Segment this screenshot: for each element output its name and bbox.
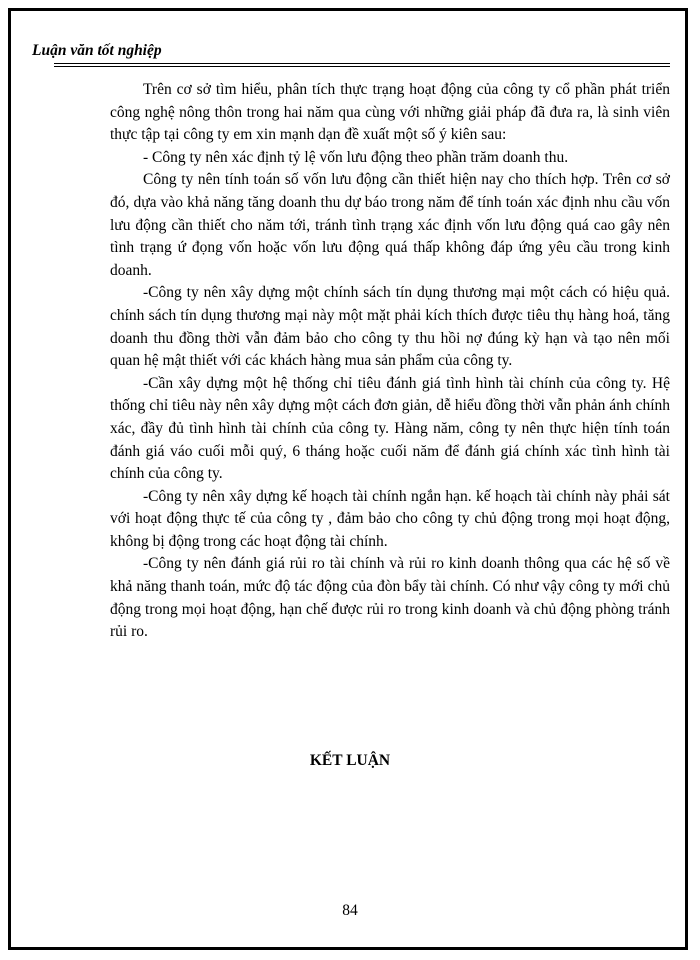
section-title: KẾT LUẬN: [309, 752, 391, 769]
paragraph-risk-assessment: -Công ty nên đánh giá rủi ro tài chính và rủi ro kinh doanh thông qua các hệ số về khả năng thanh toán, mức độ tác động của đòn bẩy tài chính. Có như vậy công ty mới chủ động trong mọi hoạt động, hạn chế được rủi ro trong kinh doanh và chủ động phòng tránh rủi ro.: [110, 555, 670, 641]
page-header-title: Luận văn tốt nghiệp: [32, 42, 162, 59]
header-rule-top: [54, 63, 670, 64]
header-divider: [54, 63, 670, 67]
paragraph-intro: Trên cơ sở tìm hiểu, phân tích thực trạng hoạt động của công ty cổ phần phát triển công nghệ nông thôn trong hai năm qua cùng với những giải pháp đã đưa ra, là sinh viên thực tập tại công ty em xin mạnh dạn đề xuất một số ý kiên sau:: [110, 81, 670, 144]
paragraph-credit-policy: -Công ty nên xây dựng một chính sách tín dụng thương mại một cách có hiệu quả. chính sách tín dụng thương mại này một mặt phải kích thích được tiêu thụ hàng hoá, tăng doanh thu đồng thời vẫn đảm bảo cho công ty thu hồi nợ đúng kỳ hạn và tạo nên mối quan hệ mật thiết với các khách hàng mua sản phẩm của công ty.: [110, 284, 670, 370]
header-rule-bottom: [54, 66, 670, 67]
paragraph-indicator-system: -Cần xây dựng một hệ thống chỉ tiêu đánh giá tình hình tài chính của công ty. Hệ thống chỉ tiêu này nên xây dựng một cách đơn giản, dễ hiểu đồng thời vẫn phản ánh chính xác, đầy đủ tình hình tài chính của công ty. Hàng năm, công ty nên thực hiện tính toán đánh giá váo cuối mỗi quý, 6 tháng hoặc cuối năm để đánh giá chính xác tình hình tài chính của công ty.: [110, 374, 670, 483]
paragraph-financial-plan: -Công ty nên xây dựng kế hoạch tài chính ngắn hạn. kế hoạch tài chính này phải sát với hoạt động thực tế của công ty , đảm bảo cho công ty chủ động trong mọi hoạt động, không bị động trong các hoạt động tài chính.: [110, 487, 670, 550]
page-number: 84: [342, 902, 358, 919]
paragraph-bullet-1: - Công ty nên xác định tỷ lệ vốn lưu động theo phần trăm doanh thu.: [143, 148, 569, 166]
paragraph-working-capital: Công ty nên tính toán số vốn lưu động cần thiết hiện nay cho thích hợp. Trên cơ sở đó, dựa vào khả năng tăng doanh thu dự báo trong năm để tính toán xác định nhu cầu vốn lưu động cần thiết cho năm tới, tránh tình trạng xác định vốn lưu động quá cao gây nên tình trạng ứ đọng vốn hoặc vốn lưu động quá thấp không đáp ứng yêu cầu trong kinh doanh.: [110, 171, 670, 279]
body-text: [110, 79, 670, 644]
